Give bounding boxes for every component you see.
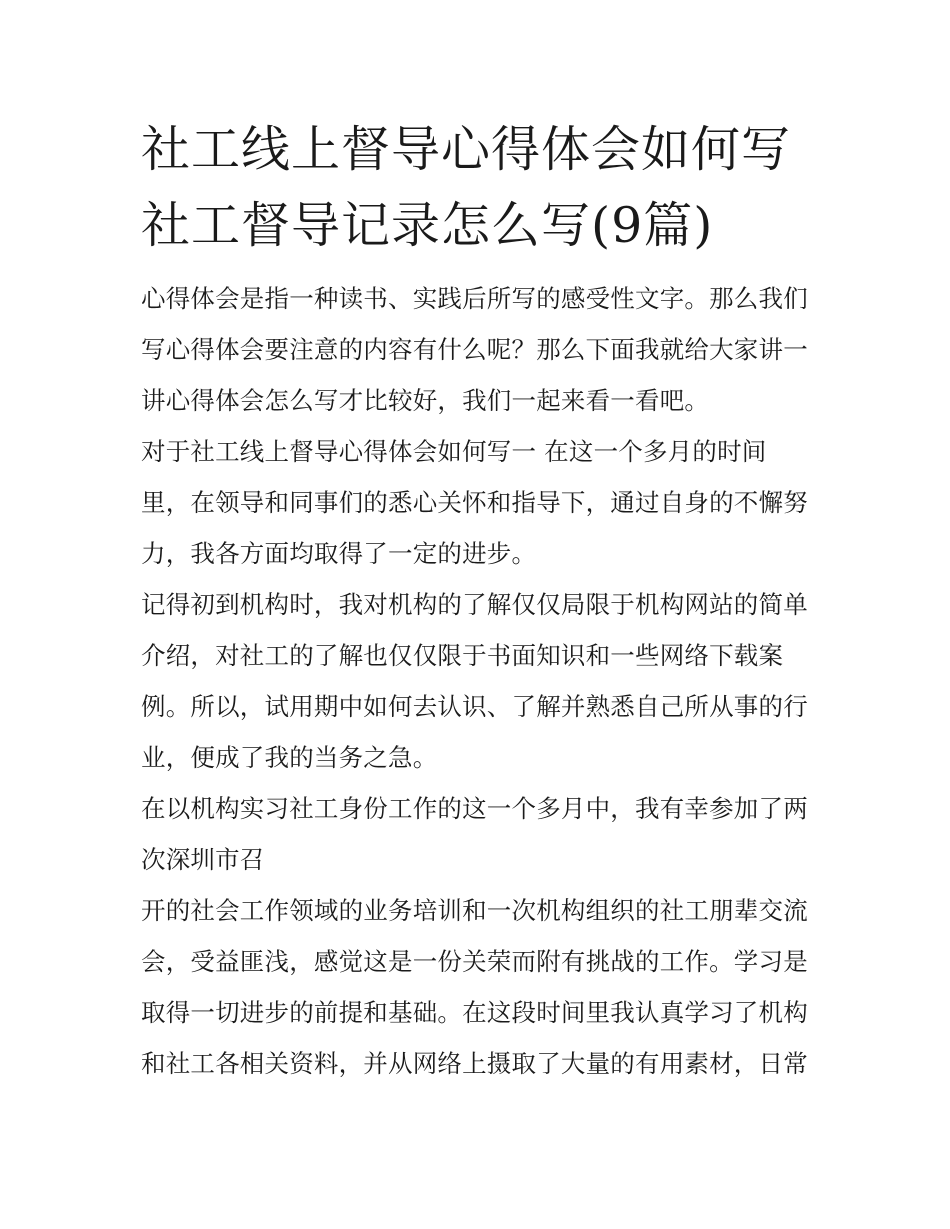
- title-line: 社工线上督导心得体会如何写: [141, 121, 792, 178]
- text-line: 对于社工线上督导心得体会如何写一 在这一个多月的时间: [141, 437, 767, 466]
- text-line: 会，受益匪浅，感觉这是一份关荣而附有挑战的工作。学习是: [141, 947, 808, 976]
- text-line: 写心得体会要注意的内容有什么呢？那么下面我就给大家讲一: [141, 335, 808, 364]
- paragraph-first-days: [141, 579, 816, 783]
- text-line: 次深圳市召: [141, 845, 265, 874]
- text-line: 心得体会是指一种读书、实践后所写的感受性文字。那么我们: [141, 284, 808, 313]
- document-title: [141, 112, 816, 264]
- text-line: 介绍，对社工的了解也仅仅限于书面知识和一些网络下载案: [141, 641, 784, 670]
- text-line: 记得初到机构时，我对机构的了解仅仅局限于机构网站的简单: [141, 590, 808, 619]
- text-line: 业，便成了我的当务之急。: [141, 743, 438, 772]
- document-page: [141, 112, 816, 1089]
- text-line: 例。所以，试用期中如何去认识、了解并熟悉自己所从事的行: [141, 692, 808, 721]
- text-line: 和社工各相关资料，并从网络上摄取了大量的有用素材，日常: [141, 1049, 808, 1078]
- text-line: 取得一切进步的前提和基础。在这段时间里我认真学习了机构: [141, 998, 808, 1027]
- text-line: 开的社会工作领域的业务培训和一次机构组织的社工朋辈交流: [141, 896, 808, 925]
- paragraph-learning: [141, 885, 816, 1089]
- text-line: 力，我各方面均取得了一定的进步。: [141, 539, 537, 568]
- paragraph-section-one: [141, 426, 816, 579]
- title-line: 社工督导记录怎么写(9篇): [141, 197, 714, 254]
- paragraph-training: [141, 783, 816, 885]
- text-line: 在以机构实习社工身份工作的这一个多月中，我有幸参加了两: [141, 794, 808, 823]
- document-body: [141, 273, 816, 1089]
- paragraph-intro: [141, 273, 816, 426]
- text-line: 讲心得体会怎么写才比较好，我们一起来看一看吧。: [141, 386, 710, 415]
- text-line: 里，在领导和同事们的悉心关怀和指导下，通过自身的不懈努: [141, 488, 808, 517]
